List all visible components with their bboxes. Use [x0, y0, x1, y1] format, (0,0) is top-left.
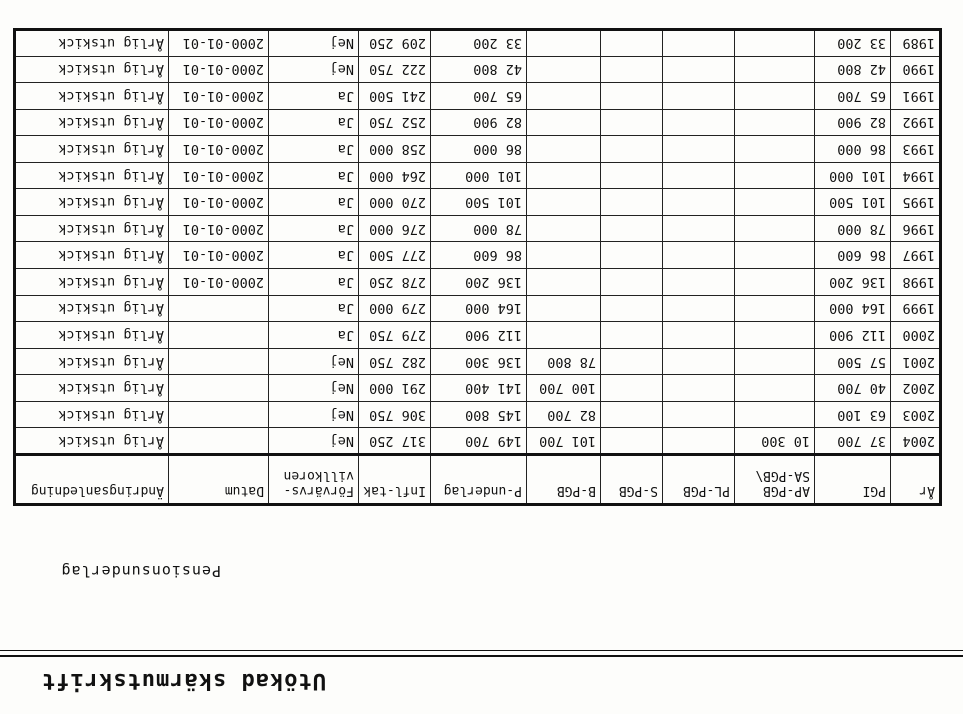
- table-cell: [735, 242, 815, 269]
- table-cell: Årlig utskick: [15, 322, 169, 349]
- column-header: P-underlag: [431, 455, 527, 505]
- table-cell: [169, 428, 269, 455]
- table-cell: Årlig utskick: [15, 242, 169, 269]
- table-cell: 101 000: [431, 162, 527, 189]
- table-cell: 2000-01-01: [169, 269, 269, 296]
- table-cell: 2004: [891, 428, 941, 455]
- table-cell: 1991: [891, 83, 941, 110]
- table-cell: 2000-01-01: [169, 136, 269, 163]
- table-cell: 2000-01-01: [169, 215, 269, 242]
- table-cell: [601, 136, 663, 163]
- table-cell: 1999: [891, 295, 941, 322]
- table-cell: Ja: [269, 109, 359, 136]
- table-cell: 37 700: [815, 428, 891, 455]
- table-cell: 149 700: [431, 428, 527, 455]
- table-cell: 1989: [891, 30, 941, 57]
- table-cell: [601, 401, 663, 428]
- table-cell: 136 200: [815, 269, 891, 296]
- table-cell: [601, 215, 663, 242]
- table-cell: Nej: [269, 375, 359, 402]
- table-cell: Ja: [269, 162, 359, 189]
- table-cell: [735, 30, 815, 57]
- table-cell: 33 200: [815, 30, 891, 57]
- table-cell: 1990: [891, 56, 941, 83]
- table-cell: 65 700: [815, 83, 891, 110]
- table-cell: [601, 109, 663, 136]
- table-cell: Årlig utskick: [15, 215, 169, 242]
- table-cell: 1998: [891, 269, 941, 296]
- table-cell: Nej: [269, 348, 359, 375]
- table-cell: 40 700: [815, 375, 891, 402]
- table-cell: 1995: [891, 189, 941, 216]
- table-cell: 78 000: [815, 215, 891, 242]
- table-cell: Ja: [269, 83, 359, 110]
- table-cell: 101 000: [815, 162, 891, 189]
- table-cell: [663, 295, 735, 322]
- column-header: PL-PGB: [663, 455, 735, 505]
- table-cell: 86 000: [815, 136, 891, 163]
- table-cell: [527, 242, 601, 269]
- table-cell: [527, 189, 601, 216]
- table-cell: 291 000: [359, 375, 431, 402]
- table-cell: 1993: [891, 136, 941, 163]
- table-cell: Årlig utskick: [15, 83, 169, 110]
- table-cell: 10 300: [735, 428, 815, 455]
- table-body: [15, 30, 941, 455]
- table-cell: Nej: [269, 56, 359, 83]
- table-cell: [527, 30, 601, 57]
- table-cell: [663, 269, 735, 296]
- table-cell: 57 500: [815, 348, 891, 375]
- table-cell: [735, 56, 815, 83]
- table-cell: Ja: [269, 269, 359, 296]
- table-cell: 101 700: [527, 428, 601, 455]
- table-cell: 278 250: [359, 269, 431, 296]
- table-cell: 276 000: [359, 215, 431, 242]
- table-cell: [601, 375, 663, 402]
- table-cell: [663, 215, 735, 242]
- table-cell: 317 250: [359, 428, 431, 455]
- table-cell: 82 700: [527, 401, 601, 428]
- table-cell: [601, 56, 663, 83]
- table-cell: 2000-01-01: [169, 56, 269, 83]
- table-row: [15, 375, 941, 402]
- document-title: Utökad skärmutskrift: [41, 668, 326, 693]
- table-cell: 1992: [891, 109, 941, 136]
- table-cell: 164 000: [815, 295, 891, 322]
- table-cell: Ja: [269, 189, 359, 216]
- table-cell: 136 300: [431, 348, 527, 375]
- table-cell: 241 500: [359, 83, 431, 110]
- table-cell: 141 400: [431, 375, 527, 402]
- table-cell: 2001: [891, 348, 941, 375]
- table-cell: 164 000: [431, 295, 527, 322]
- table-cell: Årlig utskick: [15, 189, 169, 216]
- table-row: [15, 136, 941, 163]
- table-cell: [663, 322, 735, 349]
- table-cell: [735, 162, 815, 189]
- table-cell: 101 500: [815, 189, 891, 216]
- column-header: B-PGB: [527, 455, 601, 505]
- table-cell: Ja: [269, 322, 359, 349]
- table-cell: [735, 136, 815, 163]
- table-cell: [663, 242, 735, 269]
- table-cell: 78 800: [527, 348, 601, 375]
- pension-basis-table: [13, 28, 942, 506]
- table-cell: [601, 295, 663, 322]
- table-cell: [527, 269, 601, 296]
- table-row: [15, 348, 941, 375]
- column-header: PGI: [815, 455, 891, 505]
- table-cell: [601, 83, 663, 110]
- table-cell: Ja: [269, 295, 359, 322]
- table-cell: [527, 83, 601, 110]
- table-cell: 222 750: [359, 56, 431, 83]
- section-heading: Pensionsunderlag: [60, 562, 221, 580]
- table-row: [15, 322, 941, 349]
- table-cell: [527, 136, 601, 163]
- table-cell: [735, 375, 815, 402]
- table-cell: [663, 56, 735, 83]
- table-cell: 101 500: [431, 189, 527, 216]
- table-cell: 86 000: [431, 136, 527, 163]
- table-cell: 2002: [891, 375, 941, 402]
- table-row: [15, 215, 941, 242]
- table-cell: 145 800: [431, 401, 527, 428]
- table-row: [15, 162, 941, 189]
- table-row: [15, 109, 941, 136]
- table-cell: [663, 30, 735, 57]
- table-cell: [601, 322, 663, 349]
- table-cell: [601, 242, 663, 269]
- table-cell: [527, 215, 601, 242]
- table-cell: 112 900: [431, 322, 527, 349]
- table-cell: 2003: [891, 401, 941, 428]
- table-cell: [663, 375, 735, 402]
- table-cell: [527, 56, 601, 83]
- table-header-row: [15, 455, 941, 505]
- table-cell: [169, 348, 269, 375]
- table-cell: [527, 109, 601, 136]
- table-cell: 209 250: [359, 30, 431, 57]
- table-cell: 2000-01-01: [169, 83, 269, 110]
- column-header: AP-PGB SA-PGB\: [735, 455, 815, 505]
- table-cell: Årlig utskick: [15, 428, 169, 455]
- table-cell: 2000-01-01: [169, 30, 269, 57]
- table-cell: [527, 162, 601, 189]
- table-cell: [663, 189, 735, 216]
- table-cell: 86 600: [431, 242, 527, 269]
- table-cell: Nej: [269, 401, 359, 428]
- table-cell: 2000: [891, 322, 941, 349]
- table-cell: [601, 162, 663, 189]
- table-cell: [663, 428, 735, 455]
- table-cell: 270 000: [359, 189, 431, 216]
- table-cell: 264 000: [359, 162, 431, 189]
- table-cell: Ja: [269, 136, 359, 163]
- table-cell: Årlig utskick: [15, 56, 169, 83]
- column-header: Infl-tak: [359, 455, 431, 505]
- table-cell: [735, 109, 815, 136]
- table-cell: 279 000: [359, 295, 431, 322]
- table-cell: [169, 295, 269, 322]
- table-cell: Årlig utskick: [15, 348, 169, 375]
- table-cell: 277 500: [359, 242, 431, 269]
- table-row: [15, 295, 941, 322]
- table-row: [15, 189, 941, 216]
- table-cell: [527, 295, 601, 322]
- column-header: Datum: [169, 455, 269, 505]
- table-cell: 2000-01-01: [169, 242, 269, 269]
- table-cell: 100 700: [527, 375, 601, 402]
- table-cell: 65 700: [431, 83, 527, 110]
- table-cell: 2000-01-01: [169, 189, 269, 216]
- table-cell: 258 000: [359, 136, 431, 163]
- table-cell: 42 800: [815, 56, 891, 83]
- table-cell: [169, 375, 269, 402]
- table-cell: [663, 401, 735, 428]
- table-cell: [169, 401, 269, 428]
- table-row: [15, 428, 941, 455]
- table-cell: 282 750: [359, 348, 431, 375]
- table-cell: Årlig utskick: [15, 401, 169, 428]
- column-header: S-PGB: [601, 455, 663, 505]
- table-cell: 112 900: [815, 322, 891, 349]
- table-row: [15, 269, 941, 296]
- table-cell: Nej: [269, 30, 359, 57]
- column-header: Ändringsanledning: [15, 455, 169, 505]
- table-cell: 252 750: [359, 109, 431, 136]
- table-cell: Årlig utskick: [15, 375, 169, 402]
- table-cell: Årlig utskick: [15, 269, 169, 296]
- table-cell: [527, 322, 601, 349]
- table-row: [15, 30, 941, 57]
- column-header: År: [891, 455, 941, 505]
- table-cell: 2000-01-01: [169, 162, 269, 189]
- table-cell: [663, 348, 735, 375]
- table-cell: 82 900: [815, 109, 891, 136]
- table-cell: Årlig utskick: [15, 30, 169, 57]
- table-cell: Ja: [269, 215, 359, 242]
- table-cell: [601, 428, 663, 455]
- table-cell: 42 800: [431, 56, 527, 83]
- table-cell: [601, 269, 663, 296]
- table-cell: [601, 30, 663, 57]
- table-cell: Ja: [269, 242, 359, 269]
- table-cell: 1997: [891, 242, 941, 269]
- table-cell: [735, 295, 815, 322]
- table-cell: 279 750: [359, 322, 431, 349]
- table-cell: Nej: [269, 428, 359, 455]
- table-cell: 86 600: [815, 242, 891, 269]
- table-cell: [663, 109, 735, 136]
- table-cell: Årlig utskick: [15, 295, 169, 322]
- table-cell: [735, 189, 815, 216]
- title-double-rule: [0, 650, 963, 657]
- table-row: [15, 401, 941, 428]
- table-cell: [169, 322, 269, 349]
- table-cell: 1996: [891, 215, 941, 242]
- table-cell: 136 200: [431, 269, 527, 296]
- table-cell: [735, 83, 815, 110]
- table-cell: 82 900: [431, 109, 527, 136]
- table-cell: Årlig utskick: [15, 136, 169, 163]
- table-cell: [663, 83, 735, 110]
- table-row: [15, 242, 941, 269]
- table-cell: 1994: [891, 162, 941, 189]
- table-cell: [735, 215, 815, 242]
- table-cell: 78 000: [431, 215, 527, 242]
- table-cell: Årlig utskick: [15, 109, 169, 136]
- table-cell: [663, 136, 735, 163]
- table-cell: [601, 348, 663, 375]
- column-header: Förvärvs-villkoren: [269, 455, 359, 505]
- table-cell: 33 200: [431, 30, 527, 57]
- table-cell: [601, 189, 663, 216]
- table-cell: [735, 269, 815, 296]
- table-cell: 63 100: [815, 401, 891, 428]
- table-cell: [735, 401, 815, 428]
- table-cell: Årlig utskick: [15, 162, 169, 189]
- table-cell: 2000-01-01: [169, 109, 269, 136]
- table-row: [15, 56, 941, 83]
- table-cell: [735, 348, 815, 375]
- table-cell: [735, 322, 815, 349]
- table-cell: [663, 162, 735, 189]
- table-row: [15, 83, 941, 110]
- table-cell: 306 750: [359, 401, 431, 428]
